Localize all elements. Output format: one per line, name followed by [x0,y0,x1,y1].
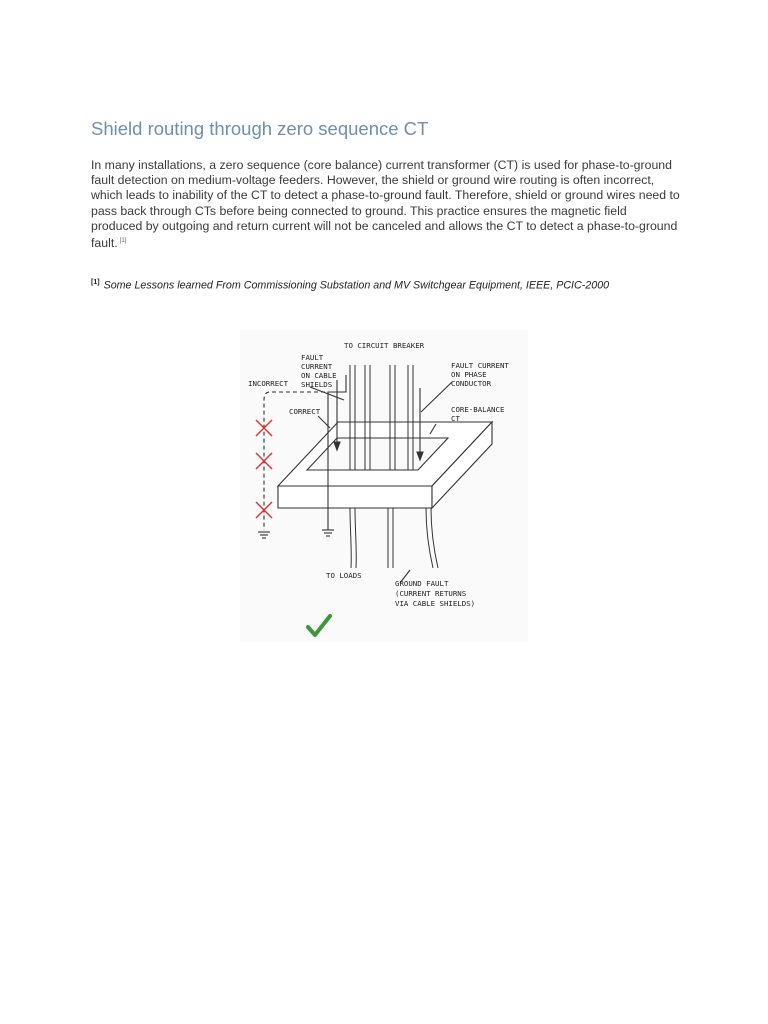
diagram-drawing [258,365,492,583]
label-core-balance-ct: CT [451,414,460,423]
green-check-icon [305,612,333,640]
label-ground-fault: (CURRENT RETURNS [395,589,467,598]
label-fault-current-phase: FAULT CURRENT [451,361,509,370]
label-fault-current-shields: FAULT [301,353,324,362]
reference-marker[interactable]: [1] [119,238,127,245]
footnote [91,279,609,292]
label-to-circuit-breaker: TO CIRCUIT BREAKER [344,341,425,350]
label-ground-fault: VIA CABLE SHIELDS) [395,599,476,608]
label-core-balance-ct: CORE-BALANCE [451,405,505,414]
page-title: Shield routing through zero sequence CT [91,118,429,139]
label-fault-current-phase: CONDUCTOR [451,379,492,388]
label-fault-current-shields: ON CABLE [301,371,337,380]
label-incorrect: INCORRECT [248,379,289,388]
footnote-text: Some Lessons learned From Commissioning Substation and MV Switchgear Equipment, IEEE, PCIC-2000 [103,279,610,292]
body-paragraph [91,158,681,251]
label-fault-current-shields: SHIELDS [301,380,333,389]
label-to-loads: TO LOADS [326,571,362,580]
zero-sequence-ct-diagram [240,330,528,642]
footnote-number: [1] [91,279,100,286]
cables-lower [350,508,438,568]
paragraph-text: In many installations, a zero sequence (core balance) current transformer (CT) is used for phase-to-ground fault detection on medium-voltage feeders. However, the shield or ground wire routing is often incorrect, which leads to inability of the CT to detect a phase-to-ground fault. Therefore, shield or ground wires need to pass back through CTs before being connected to ground. This practice ensures the magnetic field produced by outgoing and return current will not be canceled and allows the CT to detect a phase-to-ground fault. [91,158,680,251]
label-correct: CORRECT [289,407,321,416]
ct-front-face [278,486,432,508]
label-fault-current-shields: CURRENT [301,362,333,371]
label-fault-current-phase: ON PHASE [451,370,487,379]
label-ground-fault: GROUND FAULT [395,579,449,588]
